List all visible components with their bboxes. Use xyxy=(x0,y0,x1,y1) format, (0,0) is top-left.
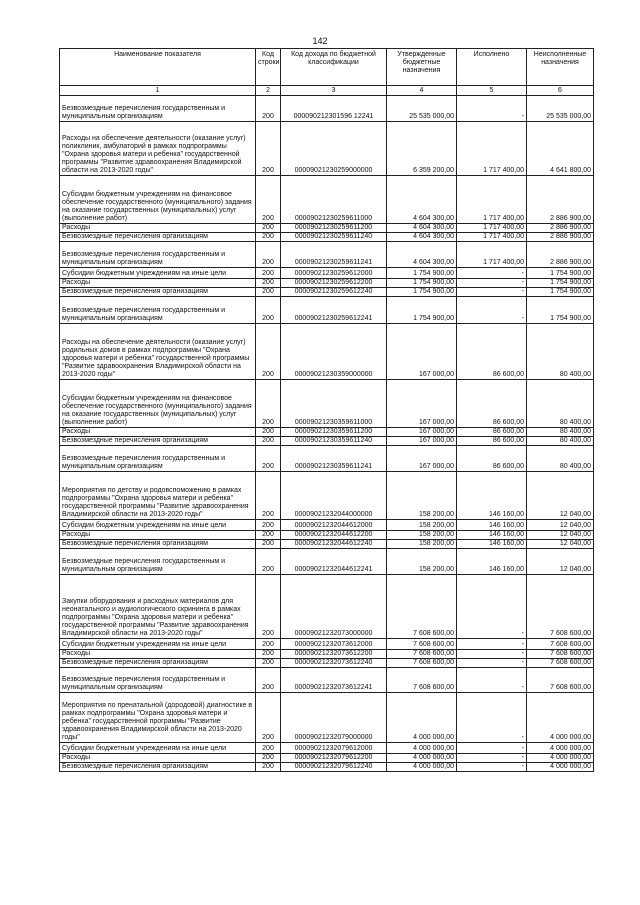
table-row xyxy=(60,122,594,176)
row-unexecuted-cell: 12 040,00 xyxy=(527,472,594,520)
row-executed-cell: - xyxy=(457,96,527,122)
row-name-cell: Безвозмездные перечисления государственным и муниципальным организациям xyxy=(60,96,256,122)
row-unexecuted-cell: 80 400,00 xyxy=(527,324,594,380)
row-name-cell: Закупки оборудования и расходных материалов для неонатального и аудиологического скрининга в рамках подпрограммы "Охрана здоровья матери и ребенка" государственной программы "Развитие здравоохранения Владимирской области на 2013-2020 годы" xyxy=(60,575,256,639)
table-row xyxy=(60,268,594,279)
header-executed: Исполнено xyxy=(457,49,527,86)
row-unexecuted-cell: 2 886 900,00 xyxy=(527,233,594,242)
row-name-cell: Безвозмездные перечисления организациям xyxy=(60,659,256,668)
row-executed-cell: - xyxy=(457,650,527,659)
row-name-cell: Субсидии бюджетным учреждениям на финансовое обеспечение государственного (муниципального) задания на оказание государственных (муниципальных) услуг (выполнение работ) xyxy=(60,176,256,224)
row-line-code-cell: 200 xyxy=(256,446,281,472)
row-line-code-cell: 200 xyxy=(256,242,281,268)
table-row xyxy=(60,297,594,324)
table-row xyxy=(60,224,594,233)
column-number: 2 xyxy=(256,86,281,96)
row-unexecuted-cell: 7 608 600,00 xyxy=(527,650,594,659)
row-income-code-cell: 00009021230259612200 xyxy=(281,279,387,288)
table-row xyxy=(60,380,594,428)
row-income-code-cell: 00009021230359611200 xyxy=(281,428,387,437)
row-line-code-cell: 200 xyxy=(256,297,281,324)
row-executed-cell: 1 717 400,00 xyxy=(457,242,527,268)
row-income-code-cell: 00009021230259611240 xyxy=(281,233,387,242)
table-row xyxy=(60,428,594,437)
row-approved-cell: 158 200,00 xyxy=(387,540,457,549)
row-executed-cell: - xyxy=(457,754,527,763)
row-executed-cell: - xyxy=(457,639,527,650)
row-approved-cell: 167 000,00 xyxy=(387,446,457,472)
table-row xyxy=(60,96,594,122)
table-row xyxy=(60,472,594,520)
table-row xyxy=(60,520,594,531)
column-number: 5 xyxy=(457,86,527,96)
row-name-cell: Расходы xyxy=(60,428,256,437)
row-line-code-cell: 200 xyxy=(256,428,281,437)
table-row xyxy=(60,242,594,268)
row-line-code-cell: 200 xyxy=(256,531,281,540)
row-unexecuted-cell: 25 535 000,00 xyxy=(527,96,594,122)
row-unexecuted-cell: 7 608 600,00 xyxy=(527,639,594,650)
column-number: 4 xyxy=(387,86,457,96)
table-row xyxy=(60,639,594,650)
row-unexecuted-cell: 12 040,00 xyxy=(527,520,594,531)
row-approved-cell: 6 359 200,00 xyxy=(387,122,457,176)
row-executed-cell: 146 160,00 xyxy=(457,540,527,549)
row-executed-cell: 1 717 400,00 xyxy=(457,224,527,233)
row-name-cell: Расходы xyxy=(60,279,256,288)
row-executed-cell: - xyxy=(457,268,527,279)
row-unexecuted-cell: 4 000 000,00 xyxy=(527,743,594,754)
table-row xyxy=(60,763,594,772)
row-unexecuted-cell: 7 608 600,00 xyxy=(527,575,594,639)
row-line-code-cell: 200 xyxy=(256,575,281,639)
row-approved-cell: 7 608 600,00 xyxy=(387,639,457,650)
column-number: 6 xyxy=(527,86,594,96)
row-approved-cell: 4 000 000,00 xyxy=(387,754,457,763)
row-line-code-cell: 200 xyxy=(256,650,281,659)
row-approved-cell: 1 754 900,00 xyxy=(387,297,457,324)
row-approved-cell: 4 604 300,00 xyxy=(387,233,457,242)
row-approved-cell: 4 000 000,00 xyxy=(387,763,457,772)
row-unexecuted-cell: 2 886 900,00 xyxy=(527,224,594,233)
row-income-code-cell: 00009021230259611000 xyxy=(281,176,387,224)
row-unexecuted-cell: 80 400,00 xyxy=(527,380,594,428)
row-income-code-cell: 00009021230359611241 xyxy=(281,446,387,472)
row-approved-cell: 167 000,00 xyxy=(387,380,457,428)
row-approved-cell: 167 000,00 xyxy=(387,324,457,380)
row-income-code-cell: 00009021232044000000 xyxy=(281,472,387,520)
row-income-code-cell: 00009021232079000000 xyxy=(281,693,387,743)
row-income-code-cell: 00009021230359000000 xyxy=(281,324,387,380)
row-name-cell: Безвозмездные перечисления организациям xyxy=(60,437,256,446)
row-line-code-cell: 200 xyxy=(256,288,281,297)
row-approved-cell: 7 608 600,00 xyxy=(387,659,457,668)
row-income-code-cell: 00009021232079612240 xyxy=(281,763,387,772)
row-name-cell: Расходы xyxy=(60,754,256,763)
table-row xyxy=(60,650,594,659)
row-approved-cell: 1 754 900,00 xyxy=(387,268,457,279)
row-income-code-cell: 00009021232079612200 xyxy=(281,754,387,763)
row-unexecuted-cell: 7 608 600,00 xyxy=(527,668,594,693)
row-approved-cell: 158 200,00 xyxy=(387,549,457,575)
page-number: 142 xyxy=(312,36,328,46)
row-approved-cell: 7 608 600,00 xyxy=(387,575,457,639)
header-unexecuted: Неисполненные назначения xyxy=(527,49,594,86)
row-name-cell: Безвозмездные перечисления государственным и муниципальным организациям xyxy=(60,446,256,472)
column-number-row xyxy=(60,86,594,96)
row-line-code-cell: 200 xyxy=(256,659,281,668)
table-row xyxy=(60,437,594,446)
row-line-code-cell: 200 xyxy=(256,668,281,693)
row-executed-cell: 86 600,00 xyxy=(457,380,527,428)
row-approved-cell: 4 604 300,00 xyxy=(387,224,457,233)
row-unexecuted-cell: 2 886 900,00 xyxy=(527,242,594,268)
row-approved-cell: 158 200,00 xyxy=(387,531,457,540)
budget-execution-table xyxy=(59,48,594,772)
row-executed-cell: - xyxy=(457,693,527,743)
row-approved-cell: 167 000,00 xyxy=(387,437,457,446)
row-name-cell: Безвозмездные перечисления организациям xyxy=(60,233,256,242)
row-line-code-cell: 200 xyxy=(256,268,281,279)
row-income-code-cell: 00009021230259611241 xyxy=(281,242,387,268)
row-income-code-cell: 00009021230359611000 xyxy=(281,380,387,428)
row-line-code-cell: 200 xyxy=(256,279,281,288)
header-approved: Утвержденные бюджетные назначения xyxy=(387,49,457,86)
row-unexecuted-cell: 1 754 900,00 xyxy=(527,297,594,324)
header-line-code: Код строки xyxy=(256,49,281,86)
table-row xyxy=(60,540,594,549)
row-executed-cell: 146 160,00 xyxy=(457,472,527,520)
row-approved-cell: 158 200,00 xyxy=(387,472,457,520)
table-body xyxy=(60,96,594,772)
row-line-code-cell: 200 xyxy=(256,122,281,176)
row-name-cell: Расходы на обеспечение деятельности (оказание услуг) родильных домов в рамках подпрограммы "Охрана здоровья матери и ребенка" государственной программы "Развитие здравоохранения Владимирской области на 2013-2020 годы" xyxy=(60,324,256,380)
row-unexecuted-cell: 12 040,00 xyxy=(527,540,594,549)
row-line-code-cell: 200 xyxy=(256,754,281,763)
row-executed-cell: 86 600,00 xyxy=(457,324,527,380)
header-row xyxy=(60,49,594,86)
row-unexecuted-cell: 12 040,00 xyxy=(527,531,594,540)
row-unexecuted-cell: 2 886 900,00 xyxy=(527,176,594,224)
row-unexecuted-cell: 80 400,00 xyxy=(527,437,594,446)
row-name-cell: Безвозмездные перечисления организациям xyxy=(60,763,256,772)
table-row xyxy=(60,288,594,297)
row-name-cell: Безвозмездные перечисления государственным и муниципальным организациям xyxy=(60,297,256,324)
row-name-cell: Безвозмездные перечисления государственным и муниципальным организациям xyxy=(60,242,256,268)
row-name-cell: Расходы xyxy=(60,224,256,233)
table-row xyxy=(60,324,594,380)
column-number: 3 xyxy=(281,86,387,96)
table-row xyxy=(60,233,594,242)
row-executed-cell: 86 600,00 xyxy=(457,428,527,437)
row-income-code-cell: 00009021232044612200 xyxy=(281,531,387,540)
row-line-code-cell: 200 xyxy=(256,96,281,122)
row-line-code-cell: 200 xyxy=(256,380,281,428)
table-row xyxy=(60,279,594,288)
row-unexecuted-cell: 80 400,00 xyxy=(527,428,594,437)
row-line-code-cell: 200 xyxy=(256,540,281,549)
table-row xyxy=(60,575,594,639)
table-row xyxy=(60,754,594,763)
row-line-code-cell: 200 xyxy=(256,324,281,380)
column-number: 1 xyxy=(60,86,256,96)
row-income-code-cell: 00009021232073000000 xyxy=(281,575,387,639)
row-income-code-cell: 00009021232073612241 xyxy=(281,668,387,693)
table-row xyxy=(60,693,594,743)
row-name-cell: Субсидии бюджетным учреждениям на иные цели xyxy=(60,743,256,754)
row-executed-cell: 146 160,00 xyxy=(457,531,527,540)
row-unexecuted-cell: 4 000 000,00 xyxy=(527,754,594,763)
row-unexecuted-cell: 4 000 000,00 xyxy=(527,693,594,743)
table-row xyxy=(60,659,594,668)
row-income-code-cell: 00009021230259611200 xyxy=(281,224,387,233)
row-approved-cell: 7 608 600,00 xyxy=(387,650,457,659)
table-row xyxy=(60,531,594,540)
row-executed-cell: - xyxy=(457,297,527,324)
header-indicator-name: Наименование показателя xyxy=(60,49,256,86)
row-executed-cell: 1 717 400,00 xyxy=(457,122,527,176)
row-unexecuted-cell: 4 641 800,00 xyxy=(527,122,594,176)
row-name-cell: Безвозмездные перечисления организациям xyxy=(60,540,256,549)
row-line-code-cell: 200 xyxy=(256,437,281,446)
row-line-code-cell: 200 xyxy=(256,520,281,531)
row-unexecuted-cell: 12 040,00 xyxy=(527,549,594,575)
row-executed-cell: 1 717 400,00 xyxy=(457,233,527,242)
row-unexecuted-cell: 4 000 000,00 xyxy=(527,763,594,772)
row-executed-cell: 1 717 400,00 xyxy=(457,176,527,224)
table-row xyxy=(60,549,594,575)
row-income-code-cell: 00009021232044612000 xyxy=(281,520,387,531)
row-income-code-cell: 00009021232073612200 xyxy=(281,650,387,659)
row-unexecuted-cell: 1 754 900,00 xyxy=(527,288,594,297)
row-income-code-cell: 00009021230259612240 xyxy=(281,288,387,297)
row-name-cell: Расходы xyxy=(60,650,256,659)
row-name-cell: Субсидии бюджетным учреждениям на иные цели xyxy=(60,520,256,531)
row-income-code-cell: 00009021232073612000 xyxy=(281,639,387,650)
row-executed-cell: - xyxy=(457,288,527,297)
table-row xyxy=(60,176,594,224)
row-executed-cell: - xyxy=(457,659,527,668)
row-name-cell: Субсидии бюджетным учреждениям на финансовое обеспечение государственного (муниципального) задания на оказание государственных (муниципальных) услуг (выполнение работ) xyxy=(60,380,256,428)
row-name-cell: Расходы на обеспечение деятельности (оказание услуг) поликлиник, амбулаторий в рамках подпрограммы "Охрана здоровья матери и ребенка" государственной программы "Развитие здравоохранения Владимирской области на 2013-2020 годы" xyxy=(60,122,256,176)
row-income-code-cell: 000090212301596 12241 xyxy=(281,96,387,122)
row-name-cell: Безвозмездные перечисления государственным и муниципальным организациям xyxy=(60,549,256,575)
row-executed-cell: 146 160,00 xyxy=(457,549,527,575)
row-line-code-cell: 200 xyxy=(256,639,281,650)
row-approved-cell: 4 000 000,00 xyxy=(387,743,457,754)
row-line-code-cell: 200 xyxy=(256,176,281,224)
row-unexecuted-cell: 1 754 900,00 xyxy=(527,268,594,279)
row-approved-cell: 158 200,00 xyxy=(387,520,457,531)
row-approved-cell: 4 000 000,00 xyxy=(387,693,457,743)
row-executed-cell: 86 600,00 xyxy=(457,437,527,446)
row-name-cell: Мероприятия по детству и родовспоможению в рамках подпрограммы "Охрана здоровья матери и ребенка" государственной программы "Развитие здравоохранения Владимирской области на 2013-2020 годы" xyxy=(60,472,256,520)
row-approved-cell: 25 535 000,00 xyxy=(387,96,457,122)
table-row xyxy=(60,743,594,754)
row-line-code-cell: 200 xyxy=(256,549,281,575)
row-executed-cell: - xyxy=(457,668,527,693)
row-approved-cell: 4 604 300,00 xyxy=(387,176,457,224)
row-name-cell: Субсидии бюджетным учреждениям на иные цели xyxy=(60,639,256,650)
row-name-cell: Мероприятия по пренатальной (дородовой) диагностике в рамках подпрограммы "Охрана здоровья матери и ребенка" государственной программы "Развитие здравоохранения Владимирской области на 2013-2020 годы" xyxy=(60,693,256,743)
row-income-code-cell: 00009021230259000000 xyxy=(281,122,387,176)
row-line-code-cell: 200 xyxy=(256,472,281,520)
row-income-code-cell: 00009021230359611240 xyxy=(281,437,387,446)
header-income-code: Код дохода по бюджетной классификации xyxy=(281,49,387,86)
row-executed-cell: 86 600,00 xyxy=(457,446,527,472)
row-line-code-cell: 200 xyxy=(256,233,281,242)
row-unexecuted-cell: 80 400,00 xyxy=(527,446,594,472)
row-executed-cell: - xyxy=(457,279,527,288)
row-line-code-cell: 200 xyxy=(256,743,281,754)
row-name-cell: Безвозмездные перечисления государственным и муниципальным организациям xyxy=(60,668,256,693)
row-approved-cell: 1 754 900,00 xyxy=(387,279,457,288)
row-income-code-cell: 00009021230259612000 xyxy=(281,268,387,279)
row-unexecuted-cell: 1 754 900,00 xyxy=(527,279,594,288)
row-executed-cell: 146 160,00 xyxy=(457,520,527,531)
row-approved-cell: 4 604 300,00 xyxy=(387,242,457,268)
row-income-code-cell: 00009021232073612240 xyxy=(281,659,387,668)
row-line-code-cell: 200 xyxy=(256,763,281,772)
row-name-cell: Безвозмездные перечисления организациям xyxy=(60,288,256,297)
table-row xyxy=(60,668,594,693)
row-executed-cell: - xyxy=(457,743,527,754)
row-approved-cell: 7 608 600,00 xyxy=(387,668,457,693)
row-income-code-cell: 00009021232044612241 xyxy=(281,549,387,575)
row-income-code-cell: 00009021230259612241 xyxy=(281,297,387,324)
row-income-code-cell: 00009021232079612000 xyxy=(281,743,387,754)
row-executed-cell: - xyxy=(457,575,527,639)
row-unexecuted-cell: 7 608 600,00 xyxy=(527,659,594,668)
row-line-code-cell: 200 xyxy=(256,693,281,743)
row-name-cell: Субсидии бюджетным учреждениям на иные цели xyxy=(60,268,256,279)
row-executed-cell: - xyxy=(457,763,527,772)
row-income-code-cell: 00009021232044612240 xyxy=(281,540,387,549)
row-approved-cell: 167 000,00 xyxy=(387,428,457,437)
row-approved-cell: 1 754 900,00 xyxy=(387,288,457,297)
row-line-code-cell: 200 xyxy=(256,224,281,233)
row-name-cell: Расходы xyxy=(60,531,256,540)
table-row xyxy=(60,446,594,472)
